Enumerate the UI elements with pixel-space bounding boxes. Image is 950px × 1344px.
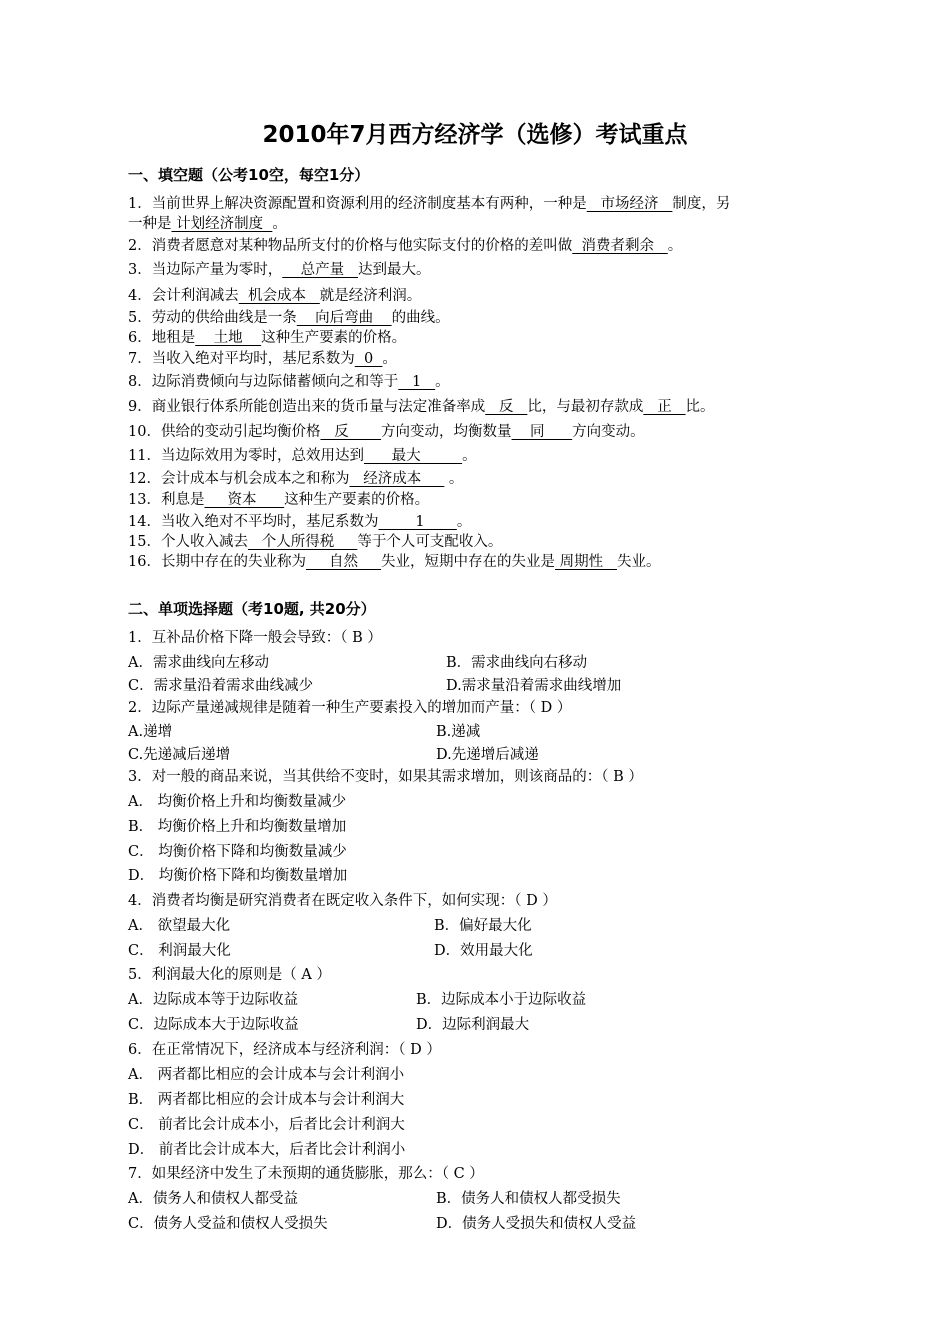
question-stem: 3．对一般的商品来说，当其供给不变时，如果其需求增加，则该商品的：（ B ） [128,769,643,785]
option: B．偏好最大化 [434,918,532,934]
fill-line-11: 11．当边际效用为零时，总效用达到 最大 。 [128,448,477,464]
question-stem: 7．如果经济中发生了未预期的通货膨胀，那么：（ C ） [128,1166,484,1182]
answer: 同 [511,424,573,440]
fill-line-13: 13．利息是 资本 这种生产要素的价格。 [128,492,430,508]
fill-line-15: 15．个人收入减去 个人所得税 等于个人可支配收入。 [128,534,503,550]
question-stem: 5．利润最大化的原则是（ A ） [128,967,331,983]
option: A． 均衡价格上升和均衡数量减少 [128,794,347,810]
fill-line-16: 16．长期中存在的失业称为 自然 失业，短期中存在的失业是 周期性 失业。 [128,554,661,570]
question-stem: 1．互补品价格下降一般会导致：（ B ） [128,630,382,646]
option: B.递减 [436,724,481,740]
fill-line-1-cont: 一种是 计划经济制度 。 [128,216,287,232]
answer: 自然 [305,554,382,570]
fill-line-4: 4．会计利润减去 机会成本 就是经济利润。 [128,288,422,304]
section-heading-multiple-choice: 二、单项选择题（考10题, 共20分） [128,600,376,618]
question-stem: 2．边际产量递减规律是随着一种生产要素投入的增加而产量：（ D ） [128,700,572,716]
answer: 资本 [204,492,285,508]
option: A． 欲望最大化 [128,918,231,934]
option: B． 均衡价格上升和均衡数量增加 [128,819,347,835]
option: C． 前者比会计成本小，后者比会计利润大 [128,1117,405,1133]
option: B．需求曲线向右移动 [446,655,588,671]
answer: 反 [320,424,382,440]
option: B．边际成本小于边际收益 [416,992,587,1008]
answer: 周期性 [555,554,617,570]
option: D．债务人受损失和债权人受益 [436,1216,637,1232]
option: C． 均衡价格下降和均衡数量减少 [128,844,347,860]
question-stem: 6．在正常情况下，经济成本与经济利润：（ D ） [128,1042,441,1058]
option: A．债务人和债权人都受益 [128,1191,298,1207]
answer: 反 [485,399,528,415]
option: B．债务人和债权人都受损失 [436,1191,621,1207]
option: D．效用最大化 [434,943,533,959]
question-stem: 4．消费者均衡是研究消费者在既定收入条件下，如何实现：（ D ） [128,893,557,909]
fill-line-3: 3．当边际产量为零时， 总产量 达到最大。 [128,262,431,278]
fill-line-14: 14．当收入绝对不平均时，基尼系数为 1 。 [128,514,472,530]
fill-line-1: 1．当前世界上解决资源配置和资源利用的经济制度基本有两种，一种是 市场经济 制度，另 [128,196,731,212]
option: C． 利润最大化 [128,943,231,959]
answer: 最大 [363,448,463,464]
option: D．边际利润最大 [416,1017,530,1033]
option: C．债务人受益和债权人受损失 [128,1216,328,1232]
fill-line-2: 2．消费者愿意对某种物品所支付的价格与他实际支付的价格的差叫做 消费者剩余 。 [128,238,683,254]
answer: 总产量 [282,262,358,278]
fill-line-10: 10．供给的变动引起均衡价格 反 方向变动，均衡数量 同 方向变动。 [128,424,645,440]
option: A．需求曲线向左移动 [128,655,269,671]
fill-line-8: 8．边际消费倾向与边际储蓄倾向之和等于 1 。 [128,374,450,390]
answer: 正 [643,399,686,415]
option: D.先递增后减递 [436,747,539,763]
fill-line-5: 5．劳动的供给曲线是一条 向后弯曲 的曲线。 [128,310,450,326]
answer: 土地 [195,330,262,346]
fill-line-7: 7．当收入绝对平均时，基尼系数为 0 。 [128,351,397,367]
fill-line-9: 9．商业银行体系所能创造出来的货币量与法定准备率成 反 比，与最初存款成 正 比。 [128,399,715,415]
answer: 消费者剩余 [572,238,668,254]
answer: 0 [354,351,383,367]
option: A.递增 [128,724,173,740]
answer: 1 [398,374,436,390]
option: C．需求量沿着需求曲线减少 [128,678,314,694]
option: A． 两者都比相应的会计成本与会计利润小 [128,1067,405,1083]
option: B． 两者都比相应的会计成本与会计利润大 [128,1092,405,1108]
fill-line-12: 12．会计成本与机会成本之和称为 经济成本 。 [128,471,464,487]
answer: 个人所得税 [247,534,358,550]
page-title: 2010年7月西方经济学（选修）考试重点 [262,122,688,148]
option: C.先递减后递增 [128,747,231,763]
answer: 机会成本 [238,288,320,304]
answer: 1 [378,514,457,530]
option: D． 均衡价格下降和均衡数量增加 [128,868,348,884]
option: C．边际成本大于边际收益 [128,1017,299,1033]
option: D.需求量沿着需求曲线增加 [446,678,622,694]
answer: 向后弯曲 [296,310,392,326]
section-heading-fill-blank: 一、填空题（公考10空，每空1分） [128,166,370,184]
fill-line-6: 6．地租是 土地 这种生产要素的价格。 [128,330,407,346]
option: D． 前者比会计成本大，后者比会计利润小 [128,1142,406,1158]
option: A．边际成本等于边际收益 [128,992,298,1008]
answer: 计划经济制度 [171,216,273,232]
answer: 经济成本 [349,471,445,487]
answer: 市场经济 [586,196,673,212]
